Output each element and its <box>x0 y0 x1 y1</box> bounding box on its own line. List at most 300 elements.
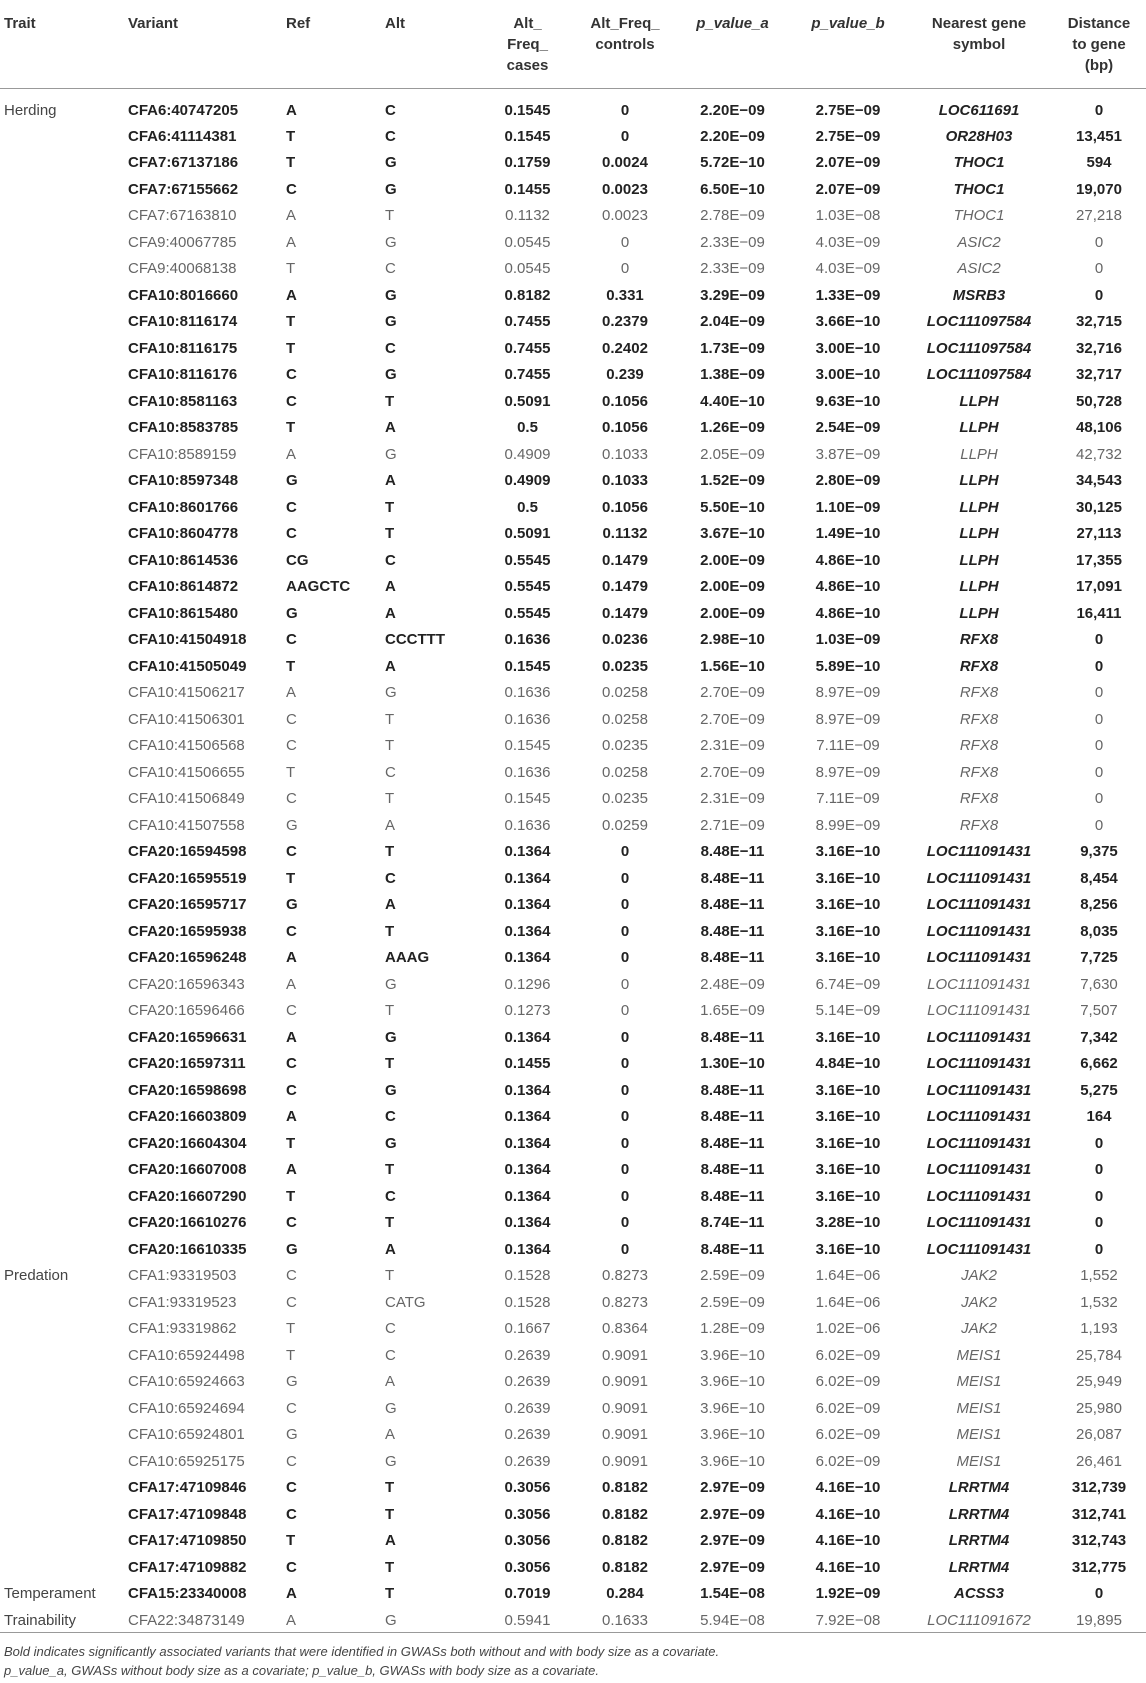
cell-nearest-gene: LOC111091431 <box>926 843 1032 861</box>
cell-ref: G <box>286 1240 298 1258</box>
cell-p-value-b: 5.89E−10 <box>815 657 881 675</box>
table-row <box>0 1289 1146 1316</box>
cell-nearest-gene: THOC1 <box>953 154 1005 172</box>
cell-p-value-a: 2.59E−09 <box>700 1293 765 1311</box>
cell-ref: C <box>286 180 297 198</box>
cell-nearest-gene: LOC111091431 <box>926 1081 1032 1099</box>
cell-p-value-a: 8.48E−11 <box>700 1134 765 1152</box>
header-ref: Ref <box>282 0 381 89</box>
cell-p-value-b: 3.16E−10 <box>815 949 881 967</box>
cell-p-value-b: 1.03E−08 <box>815 207 881 225</box>
cell-p-value-b: 4.16E−10 <box>815 1532 881 1550</box>
cell-p-value-a: 3.96E−10 <box>700 1346 765 1364</box>
header-alt-freq-controls-line2: controls <box>595 36 655 53</box>
table-row <box>0 1342 1146 1369</box>
cell-distance: 0 <box>1094 1187 1104 1205</box>
header-nearest-gene <box>906 0 1052 89</box>
cell-distance: 42,732 <box>1076 445 1122 463</box>
cell-p-value-b: 8.97E−09 <box>815 684 881 702</box>
cell-variant: CFA7:67155662 <box>128 180 239 198</box>
cell-trait <box>0 1157 124 1184</box>
cell-alt-freq-controls: 0.1479 <box>602 604 648 622</box>
cell-alt-freq-cases: 0.5 <box>517 419 538 437</box>
table-row <box>0 759 1146 786</box>
cell-alt-freq-cases: 0.2639 <box>504 1426 551 1444</box>
cell-p-value-a: 1.28E−09 <box>700 1320 765 1338</box>
cell-p-value-a: 8.74E−11 <box>700 1214 765 1232</box>
cell-alt-freq-controls: 0 <box>620 949 630 967</box>
cell-p-value-a: 1.38E−09 <box>700 366 765 384</box>
cell-p-value-a: 1.73E−09 <box>700 339 765 357</box>
cell-alt: T <box>385 1002 395 1020</box>
cell-trait <box>0 759 124 786</box>
cell-alt: G <box>385 233 397 251</box>
cell-ref: A <box>286 1108 297 1126</box>
table-row <box>0 441 1146 468</box>
cell-distance: 312,741 <box>1071 1505 1127 1523</box>
cell-p-value-a: 2.00E−09 <box>700 604 765 622</box>
cell-nearest-gene: THOC1 <box>953 207 1005 225</box>
cell-alt-freq-cases: 0.1545 <box>504 657 551 675</box>
cell-alt-freq-cases: 0.1364 <box>504 869 551 887</box>
cell-distance: 0 <box>1094 710 1104 728</box>
cell-trait <box>0 1289 124 1316</box>
cell-variant: CFA17:47109850 <box>128 1532 247 1550</box>
cell-variant: CFA20:16595717 <box>128 896 247 914</box>
table-row <box>0 733 1146 760</box>
cell-trait <box>0 1024 124 1051</box>
table-row <box>0 494 1146 521</box>
cell-alt: T <box>385 1214 395 1232</box>
cell-variant: CFA10:41505049 <box>128 657 247 675</box>
cell-nearest-gene: LOC611691 <box>938 101 1020 119</box>
cell-p-value-b: 3.16E−10 <box>815 869 881 887</box>
cell-p-value-a: 2.20E−09 <box>700 127 765 145</box>
cell-alt: A <box>385 896 396 914</box>
cell-alt-freq-cases: 0.1528 <box>504 1293 551 1311</box>
cell-variant: CFA20:16610276 <box>128 1214 247 1232</box>
cell-alt-freq-controls: 0 <box>620 1028 630 1046</box>
cell-alt-freq-cases: 0.1455 <box>504 1055 551 1073</box>
cell-p-value-a: 8.48E−11 <box>700 1081 765 1099</box>
table-row <box>0 150 1146 177</box>
cell-trait <box>0 865 124 892</box>
table-row <box>0 309 1146 336</box>
table-row <box>0 1369 1146 1396</box>
cell-ref: A <box>286 1161 297 1179</box>
cell-distance: 0 <box>1094 1214 1104 1232</box>
cell-p-value-b: 3.16E−10 <box>815 1134 881 1152</box>
cell-nearest-gene: LLPH <box>959 419 999 437</box>
cell-alt-freq-controls: 0.0235 <box>602 657 648 675</box>
cell-alt-freq-cases: 0.2639 <box>504 1399 551 1417</box>
cell-alt-freq-controls: 0.331 <box>606 286 644 304</box>
cell-alt-freq-controls: 0.0023 <box>602 207 648 225</box>
cell-alt-freq-controls: 0.8182 <box>602 1479 648 1497</box>
cell-nearest-gene: JAK2 <box>961 1267 997 1285</box>
cell-alt: G <box>385 1081 397 1099</box>
table-row <box>0 123 1146 150</box>
cell-alt: T <box>385 1267 395 1285</box>
cell-p-value-b: 3.00E−10 <box>815 366 881 384</box>
cell-alt-freq-controls: 0.0258 <box>602 763 648 781</box>
cell-alt-freq-cases: 0.1364 <box>504 1161 551 1179</box>
cell-variant: CFA20:16603809 <box>128 1108 247 1126</box>
cell-ref: C <box>286 922 297 940</box>
cell-variant: CFA10:8583785 <box>128 419 239 437</box>
cell-distance: 0 <box>1094 1585 1104 1603</box>
cell-nearest-gene: LOC111091431 <box>926 1055 1032 1073</box>
cell-alt-freq-cases: 0.1364 <box>504 1187 551 1205</box>
cell-variant: CFA10:41506655 <box>128 763 245 781</box>
cell-p-value-a: 2.97E−09 <box>700 1505 765 1523</box>
cell-p-value-b: 1.64E−06 <box>815 1293 881 1311</box>
header-distance-line1: Distance <box>1067 15 1131 32</box>
cell-p-value-b: 9.63E−10 <box>815 392 881 410</box>
cell-p-value-a: 2.97E−09 <box>700 1479 765 1497</box>
cell-alt-freq-cases: 0.5091 <box>504 525 551 543</box>
cell-alt-freq-controls: 0.1033 <box>602 472 648 490</box>
cell-alt: C <box>385 1320 396 1338</box>
cell-trait <box>0 706 124 733</box>
cell-p-value-b: 4.86E−10 <box>815 551 881 569</box>
footnote-bold: Bold indicates significantly associated variants that were identified in GWASs both without and with body size as a covariate. <box>4 1644 720 1659</box>
cell-alt: C <box>385 1187 396 1205</box>
cell-trait <box>0 918 124 945</box>
cell-trait <box>0 1342 124 1369</box>
cell-alt-freq-controls: 0.1479 <box>602 551 648 569</box>
cell-distance: 0 <box>1094 1240 1104 1258</box>
cell-trait <box>0 680 124 707</box>
cell-variant: CFA9:40067785 <box>128 233 237 251</box>
cell-ref: A <box>286 101 297 119</box>
cell-alt-freq-cases: 0.1296 <box>504 975 551 993</box>
header-distance-line3: (bp) <box>1084 57 1114 74</box>
cell-alt: CATG <box>385 1293 426 1311</box>
cell-p-value-b: 3.16E−10 <box>815 1108 881 1126</box>
cell-trait <box>0 1501 124 1528</box>
cell-alt: A <box>385 1426 396 1444</box>
table-bottom-rule <box>0 1632 1146 1633</box>
cell-alt-freq-controls: 0 <box>620 1187 630 1205</box>
header-trait: Trait <box>0 0 124 89</box>
cell-variant: CFA20:16596466 <box>128 1002 245 1020</box>
cell-distance: 594 <box>1086 154 1112 172</box>
header-nearest-gene-line2: symbol <box>952 36 1006 53</box>
cell-alt-freq-controls: 0 <box>620 1240 630 1258</box>
cell-alt-freq-controls: 0.8182 <box>602 1532 648 1550</box>
cell-p-value-b: 4.03E−09 <box>815 233 881 251</box>
cell-nearest-gene: LLPH <box>960 445 998 463</box>
cell-ref: C <box>286 1002 297 1020</box>
cell-ref: G <box>286 604 298 622</box>
cell-alt-freq-cases: 0.2639 <box>504 1373 551 1391</box>
cell-p-value-a: 2.97E−09 <box>700 1558 765 1576</box>
table-row <box>0 335 1146 362</box>
table-row <box>0 1263 1146 1290</box>
cell-distance: 9,375 <box>1080 843 1118 861</box>
cell-alt-freq-cases: 0.1364 <box>504 896 551 914</box>
cell-alt-freq-cases: 0.1545 <box>504 737 551 755</box>
cell-alt-freq-controls: 0.1056 <box>602 392 648 410</box>
table-row <box>0 1210 1146 1237</box>
cell-variant: CFA20:16607290 <box>128 1187 247 1205</box>
cell-ref: C <box>286 631 297 649</box>
cell-alt-freq-cases: 0.7455 <box>504 339 551 357</box>
cell-variant: CFA20:16596248 <box>128 949 247 967</box>
cell-p-value-a: 8.48E−11 <box>700 1161 765 1179</box>
header-distance <box>1052 0 1146 89</box>
cell-variant: CFA20:16604304 <box>128 1134 247 1152</box>
table-row <box>0 1581 1146 1608</box>
cell-p-value-a: 1.54E−08 <box>700 1585 765 1603</box>
cell-p-value-b: 3.16E−10 <box>815 922 881 940</box>
cell-ref: A <box>286 233 297 251</box>
cell-p-value-b: 1.49E−10 <box>815 525 881 543</box>
header-nearest-gene-line1: Nearest gene <box>931 15 1027 32</box>
cell-alt: T <box>385 498 395 516</box>
cell-p-value-b: 7.11E−09 <box>816 790 880 808</box>
cell-distance: 13,451 <box>1076 127 1122 145</box>
cell-trait <box>0 123 124 150</box>
cell-alt-freq-controls: 0.9091 <box>602 1346 648 1364</box>
cell-nearest-gene: LRRTM4 <box>948 1505 1010 1523</box>
cell-distance: 0 <box>1094 790 1104 808</box>
cell-alt-freq-controls: 0 <box>620 101 630 119</box>
cell-p-value-b: 3.16E−10 <box>815 1081 881 1099</box>
cell-alt: G <box>385 1399 397 1417</box>
table-row <box>0 256 1146 283</box>
cell-alt-freq-controls: 0.0023 <box>602 180 648 198</box>
cell-p-value-b: 4.86E−10 <box>815 578 881 596</box>
cell-p-value-a: 2.59E−09 <box>700 1267 765 1285</box>
cell-variant: CFA17:47109848 <box>128 1505 247 1523</box>
cell-ref: C <box>286 392 297 410</box>
cell-trait <box>0 1395 124 1422</box>
cell-alt: T <box>385 1055 395 1073</box>
cell-ref: G <box>286 1373 298 1391</box>
cell-p-value-a: 2.31E−09 <box>700 737 765 755</box>
cell-variant: CFA10:8589159 <box>128 445 237 463</box>
cell-trait <box>0 203 124 230</box>
cell-p-value-a: 5.94E−08 <box>700 1611 765 1629</box>
cell-alt-freq-cases: 0.1636 <box>504 816 551 834</box>
cell-nearest-gene: LLPH <box>959 392 999 410</box>
cell-variant: CFA22:34873149 <box>128 1611 245 1629</box>
table-body <box>0 89 1146 1634</box>
cell-alt: CCCTTT <box>385 631 445 649</box>
cell-p-value-b: 4.03E−09 <box>815 260 881 278</box>
cell-variant: CFA10:41504918 <box>128 631 247 649</box>
cell-distance: 50,728 <box>1076 392 1122 410</box>
cell-variant: CFA10:8615480 <box>128 604 239 622</box>
cell-trait <box>0 892 124 919</box>
table-row <box>0 229 1146 256</box>
cell-alt: T <box>385 843 395 861</box>
cell-nearest-gene: RFX8 <box>959 790 999 808</box>
cell-ref: A <box>286 1028 297 1046</box>
cell-distance: 8,454 <box>1080 869 1118 887</box>
cell-ref: T <box>286 869 296 887</box>
header-p-value-b: p_value_b <box>790 0 906 89</box>
cell-nearest-gene: LOC111091431 <box>926 1134 1032 1152</box>
cell-distance: 30,125 <box>1076 498 1122 516</box>
table-row <box>0 1475 1146 1502</box>
cell-distance: 1,532 <box>1080 1293 1118 1311</box>
cell-nearest-gene: MEIS1 <box>956 1426 1002 1444</box>
cell-alt-freq-controls: 0.8273 <box>602 1293 648 1311</box>
cell-trait <box>0 1422 124 1449</box>
cell-variant: CFA10:41506301 <box>128 710 245 728</box>
cell-alt-freq-controls: 0.2379 <box>602 313 648 331</box>
cell-alt-freq-controls: 0 <box>620 1002 630 1020</box>
cell-variant: CFA20:16598698 <box>128 1081 247 1099</box>
cell-variant: CFA1:93319862 <box>128 1320 237 1338</box>
cell-trait: Predation <box>4 1267 69 1285</box>
cell-alt-freq-cases: 0.1545 <box>504 790 551 808</box>
cell-alt-freq-controls: 0.8182 <box>602 1505 648 1523</box>
cell-p-value-a: 5.50E−10 <box>700 498 765 516</box>
cell-alt: A <box>385 578 396 596</box>
table-row <box>0 1104 1146 1131</box>
table-row <box>0 388 1146 415</box>
cell-nearest-gene: LOC111091672 <box>927 1611 1031 1629</box>
cell-alt: T <box>385 525 395 543</box>
cell-variant: CFA20:16610335 <box>128 1240 247 1258</box>
table-row <box>0 1051 1146 1078</box>
cell-alt-freq-controls: 0 <box>620 1055 630 1073</box>
header-alt-freq-controls <box>575 0 675 89</box>
header-variant: Variant <box>124 0 282 89</box>
cell-nearest-gene: LRRTM4 <box>948 1532 1010 1550</box>
cell-alt: C <box>385 763 396 781</box>
table-row <box>0 706 1146 733</box>
table-row <box>0 1554 1146 1581</box>
table-row <box>0 998 1146 1025</box>
cell-alt: C <box>385 869 396 887</box>
cell-variant: CFA10:8614536 <box>128 551 239 569</box>
table-row <box>0 282 1146 309</box>
cell-distance: 0 <box>1094 233 1104 251</box>
cell-alt-freq-cases: 0.1364 <box>504 1108 551 1126</box>
cell-p-value-b: 6.02E−09 <box>815 1373 881 1391</box>
table-row <box>0 415 1146 442</box>
table-row <box>0 1077 1146 1104</box>
header-distance-line2: to gene <box>1072 36 1126 53</box>
header-alt: Alt <box>381 0 480 89</box>
cell-trait <box>0 362 124 389</box>
cell-p-value-b: 7.92E−08 <box>815 1611 881 1629</box>
cell-trait: Herding <box>4 101 57 119</box>
cell-distance: 0 <box>1094 737 1104 755</box>
cell-distance: 7,630 <box>1080 975 1118 993</box>
cell-alt-freq-cases: 0.1132 <box>505 207 550 225</box>
cell-nearest-gene: RFX8 <box>959 631 999 649</box>
cell-variant: CFA10:41507558 <box>128 816 245 834</box>
cell-nearest-gene: ASIC2 <box>957 260 1001 278</box>
cell-alt-freq-controls: 0.239 <box>606 366 644 384</box>
cell-p-value-b: 2.07E−09 <box>815 154 881 172</box>
cell-ref: A <box>286 286 297 304</box>
cell-alt-freq-controls: 0.8182 <box>602 1558 648 1576</box>
cell-distance: 0 <box>1094 763 1104 781</box>
cell-ref: T <box>286 419 296 437</box>
cell-ref: CG <box>286 551 309 569</box>
cell-p-value-b: 1.92E−09 <box>815 1585 881 1603</box>
cell-variant: CFA10:65924694 <box>128 1399 245 1417</box>
cell-distance: 27,218 <box>1076 207 1122 225</box>
cell-alt-freq-cases: 0.1636 <box>504 763 551 781</box>
cell-variant: CFA20:16597311 <box>128 1055 246 1073</box>
cell-distance: 1,552 <box>1080 1267 1118 1285</box>
cell-alt-freq-controls: 0 <box>620 1134 630 1152</box>
cell-trait <box>0 1051 124 1078</box>
cell-variant: CFA20:16596343 <box>128 975 245 993</box>
cell-p-value-a: 3.96E−10 <box>700 1426 765 1444</box>
cell-p-value-a: 1.30E−10 <box>700 1055 765 1073</box>
cell-alt: G <box>385 1611 397 1629</box>
cell-p-value-a: 2.31E−09 <box>700 790 765 808</box>
cell-variant: CFA10:8116176 <box>128 366 238 384</box>
cell-alt-freq-controls: 0 <box>620 260 630 278</box>
cell-alt-freq-cases: 0.1364 <box>504 1214 551 1232</box>
cell-distance: 5,275 <box>1080 1081 1118 1099</box>
cell-distance: 0 <box>1094 684 1104 702</box>
cell-nearest-gene: LOC111097584 <box>926 313 1032 331</box>
cell-distance: 27,113 <box>1076 525 1122 543</box>
cell-alt-freq-controls: 0 <box>620 843 630 861</box>
cell-p-value-b: 3.28E−10 <box>815 1214 881 1232</box>
cell-ref: G <box>286 472 298 490</box>
cell-nearest-gene: LLPH <box>959 604 999 622</box>
cell-alt-freq-cases: 0.5 <box>517 498 538 516</box>
cell-trait <box>0 971 124 998</box>
cell-nearest-gene: MEIS1 <box>956 1346 1002 1364</box>
cell-ref: T <box>286 1134 296 1152</box>
cell-p-value-a: 8.48E−11 <box>700 1240 765 1258</box>
cell-p-value-b: 6.74E−09 <box>815 975 881 993</box>
cell-p-value-a: 5.72E−10 <box>700 154 765 172</box>
cell-variant: CFA10:8016660 <box>128 286 239 304</box>
header-alt-freq-controls-line1: Alt_Freq_ <box>590 15 660 32</box>
cell-distance: 312,739 <box>1071 1479 1127 1497</box>
cell-nearest-gene: JAK2 <box>961 1293 997 1311</box>
cell-ref: T <box>286 339 296 357</box>
cell-distance: 312,743 <box>1071 1532 1127 1550</box>
cell-variant: CFA10:8116174 <box>128 313 238 331</box>
cell-p-value-a: 4.40E−10 <box>700 392 765 410</box>
cell-distance: 32,716 <box>1076 339 1122 357</box>
cell-alt-freq-controls: 0.1056 <box>602 498 648 516</box>
cell-p-value-b: 2.54E−09 <box>815 419 881 437</box>
cell-alt-freq-controls: 0.9091 <box>602 1373 648 1391</box>
table-row <box>0 203 1146 230</box>
cell-trait <box>0 335 124 362</box>
cell-variant: CFA7:67137186 <box>128 154 239 172</box>
cell-trait <box>0 786 124 813</box>
cell-alt: T <box>385 207 395 225</box>
cell-alt-freq-controls: 0.0259 <box>602 816 648 834</box>
cell-alt: G <box>385 1452 397 1470</box>
cell-ref: C <box>286 1558 297 1576</box>
table-row <box>0 1024 1146 1051</box>
cell-variant: CFA17:47109846 <box>128 1479 247 1497</box>
cell-nearest-gene: LOC111091431 <box>927 975 1031 993</box>
cell-trait <box>0 256 124 283</box>
cell-ref: C <box>286 498 297 516</box>
cell-trait <box>0 388 124 415</box>
cell-p-value-b: 8.99E−09 <box>815 816 881 834</box>
